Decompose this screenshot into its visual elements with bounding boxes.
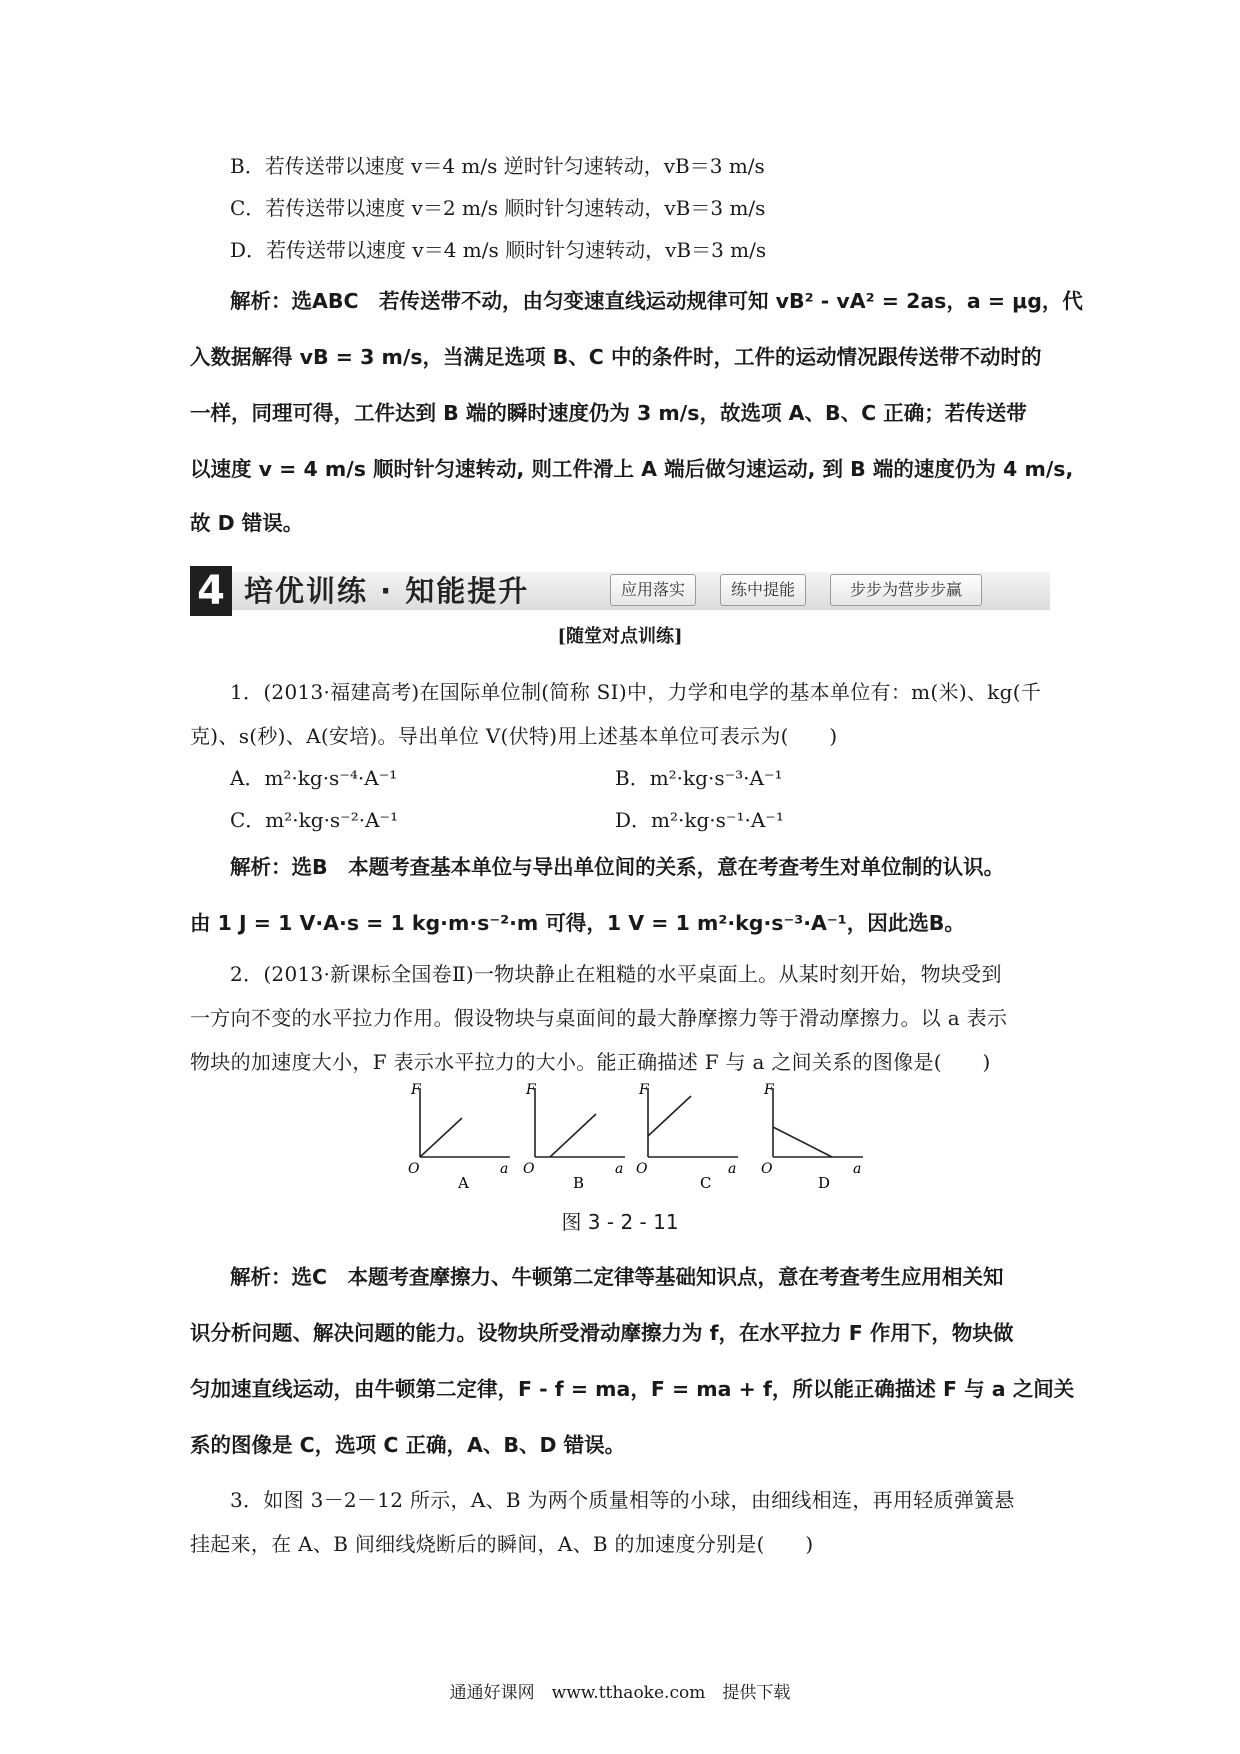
graph-c-line bbox=[648, 1096, 691, 1136]
option-b: B．m²·kg·s⁻³·A⁻¹ bbox=[615, 766, 783, 790]
graph-d-origin: O bbox=[761, 1161, 773, 1177]
question-stem: 2．(2013·新课标全国卷Ⅱ)一物块静止在粗糙的水平桌面上。从某时刻开始，物块受到 bbox=[230, 962, 1002, 986]
graph-d-line bbox=[773, 1127, 832, 1157]
page-footer: 通通好课网 www.tthaoke.com 提供下载 bbox=[449, 1683, 791, 1703]
option-d: D．m²·kg·s⁻¹·A⁻¹ bbox=[615, 808, 784, 832]
section-title: 培优训练 · 知能提升 bbox=[244, 574, 530, 608]
graph-a-y-label: F bbox=[411, 1082, 421, 1098]
graph-d-y-label: F bbox=[764, 1082, 774, 1098]
graph-a-line bbox=[420, 1118, 462, 1157]
question-stem: 物块的加速度大小，F 表示水平拉力的大小。能正确描述 F 与 a 之间关系的图像是( ) bbox=[190, 1050, 991, 1074]
graph-b bbox=[523, 1082, 625, 1192]
analysis-line: 系的图像是 C，选项 C 正确，A、B、D 错误。 bbox=[190, 1433, 626, 1457]
question-stem: 克)、s(秒)、A(安培)。导出单位 V(伏特)用上述基本单位可表示为( ) bbox=[190, 724, 838, 748]
graph-b-y-label: F bbox=[526, 1082, 536, 1098]
subsection-title: [随堂对点训练] bbox=[557, 626, 683, 647]
option-c: C．m²·kg·s⁻²·A⁻¹ bbox=[230, 808, 399, 832]
question-stem: 挂起来，在 A、B 间细线烧断后的瞬间，A、B 的加速度分别是( ) bbox=[190, 1532, 814, 1556]
graph-c-y-label: F bbox=[639, 1082, 649, 1098]
section-banner bbox=[190, 566, 1050, 618]
section-number: 4 bbox=[190, 566, 232, 616]
graph-a bbox=[408, 1082, 510, 1192]
graph-a-label: A bbox=[458, 1174, 469, 1192]
graph-d-x-label: a bbox=[853, 1161, 862, 1177]
figure-caption: 图 3 - 2 - 11 bbox=[561, 1210, 679, 1234]
graph-c bbox=[636, 1082, 738, 1192]
analysis-line: 解析：选B 本题考查基本单位与导出单位间的关系，意在考查考生对单位制的认识。 bbox=[230, 855, 1005, 879]
graph-b-origin: O bbox=[523, 1161, 535, 1177]
graph-b-x-label: a bbox=[615, 1161, 624, 1177]
graph-b-label: B bbox=[573, 1174, 585, 1192]
analysis-line: 由 1 J = 1 V·A·s = 1 kg·m·s⁻²·m 可得，1 V = 1 m²·kg·s⁻³·A⁻¹，因此选B。 bbox=[190, 911, 965, 935]
analysis-line: 入数据解得 vB = 3 m/s，当满足选项 B、C 中的条件时，工件的运动情况跟传送带不动时的 bbox=[190, 345, 1042, 369]
analysis-line: 识分析问题、解决问题的能力。设物块所受滑动摩擦力为 f，在水平拉力 F 作用下，物块做 bbox=[190, 1321, 1014, 1345]
graph-c-x-label: a bbox=[728, 1161, 737, 1177]
graph-a-x-label: a bbox=[500, 1161, 509, 1177]
graph-b-line bbox=[550, 1114, 596, 1157]
graph-a-origin: O bbox=[408, 1161, 420, 1177]
graph-c-label: C bbox=[700, 1174, 712, 1192]
banner-tag: 练中提能 bbox=[720, 574, 806, 606]
question-stem: 1．(2013·福建高考)在国际单位制(简称 SI)中，力学和电学的基本单位有：m(米)、kg(千 bbox=[230, 680, 1042, 704]
analysis-line: 解析：选C 本题考查摩擦力、牛顿第二定律等基础知识点，意在考查考生应用相关知 bbox=[230, 1265, 1004, 1289]
analysis-line: 匀加速直线运动，由牛顿第二定律，F - f = ma，F = ma + f，所以能正确描述 F 与 a 之间关 bbox=[190, 1377, 1075, 1401]
banner-tag: 步步为营步步赢 bbox=[830, 574, 982, 606]
graph-figure bbox=[400, 1080, 880, 1192]
option-d: D．若传送带以速度 v＝4 m/s 顺时针匀速转动，vB＝3 m/s bbox=[230, 238, 767, 262]
analysis-line: 一样，同理可得，工件达到 B 端的瞬时速度仍为 3 m/s，故选项 A、B、C 正确；若传送带 bbox=[190, 401, 1027, 425]
question-stem: 3．如图 3－2－12 所示，A、B 为两个质量相等的小球，由细线相连，再用轻质弹簧悬 bbox=[230, 1488, 1015, 1512]
option-a: A．m²·kg·s⁻⁴·A⁻¹ bbox=[230, 766, 398, 790]
banner-tag: 应用落实 bbox=[610, 574, 696, 606]
analysis-line: 解析：选ABC 若传送带不动，由匀变速直线运动规律可知 vB² - vA² = 2as，a = μg，代 bbox=[230, 289, 1083, 313]
graph-d bbox=[761, 1082, 863, 1192]
analysis-line: 故 D 错误。 bbox=[190, 511, 304, 535]
option-c: C．若传送带以速度 v＝2 m/s 顺时针匀速转动，vB＝3 m/s bbox=[230, 196, 766, 220]
option-b: B．若传送带以速度 v＝4 m/s 逆时针匀速转动，vB＝3 m/s bbox=[230, 154, 765, 178]
graph-d-label: D bbox=[818, 1174, 831, 1192]
analysis-line: 以速度 v = 4 m/s 顺时针匀速转动, 则工件滑上 A 端后做匀速运动, 到 B 端的速度仍为 4 m/s, bbox=[190, 457, 1074, 481]
graph-c-origin: O bbox=[636, 1161, 648, 1177]
question-stem: 一方向不变的水平拉力作用。假设物块与桌面间的最大静摩擦力等于滑动摩擦力。以 a 表示 bbox=[190, 1006, 1008, 1030]
